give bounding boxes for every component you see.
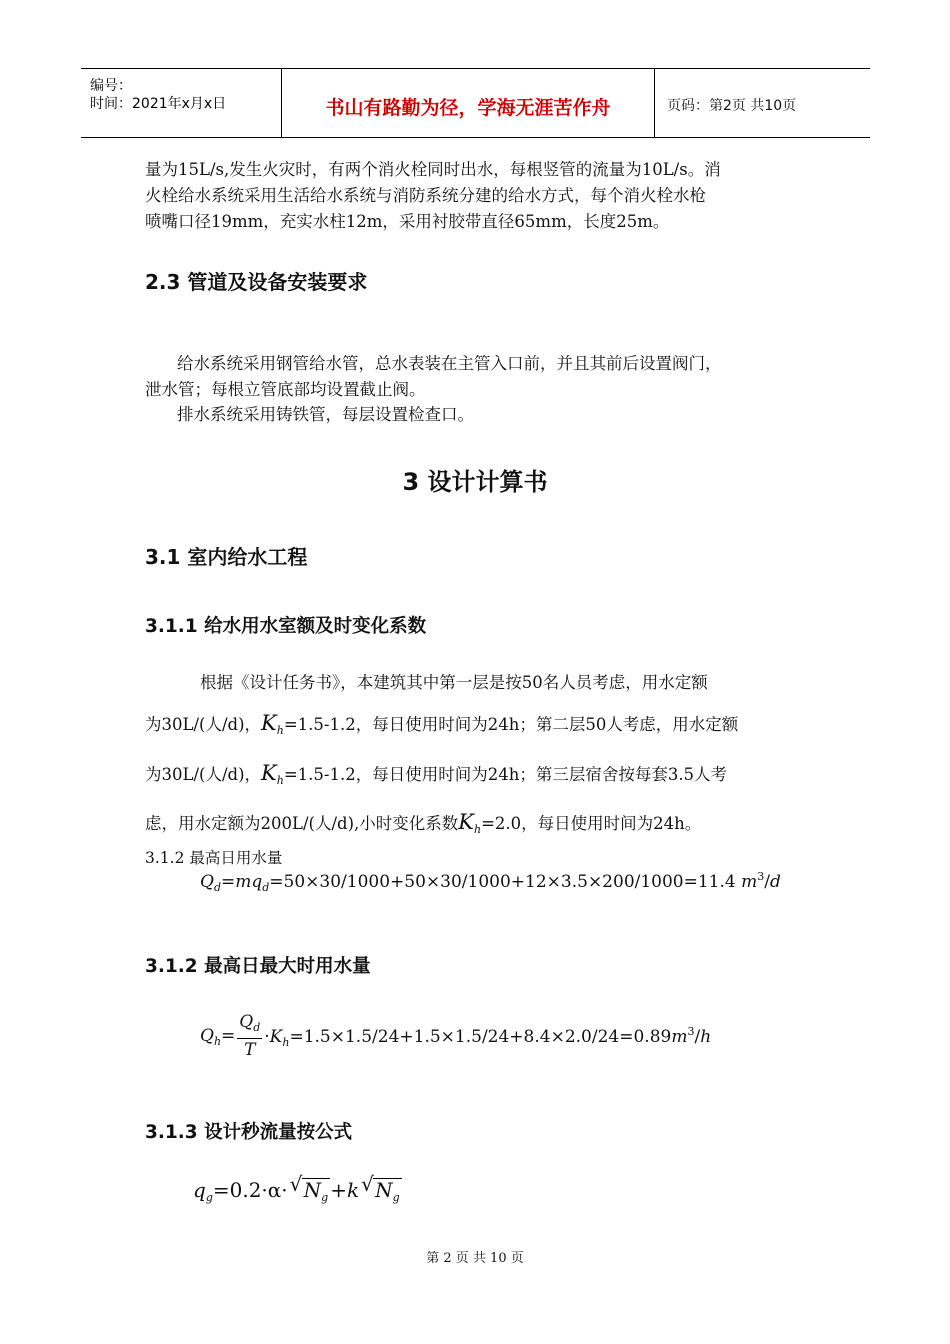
chapter-3-heading: 3 设计计算书 <box>402 468 548 496</box>
header-motto-cell <box>282 69 655 137</box>
kh-symbol <box>458 810 482 836</box>
section-3-1-1-line3 <box>145 760 727 794</box>
document-time-label: 时间：2021年x月x日 <box>90 96 227 112</box>
intro-line-1: 量为15L/s,发生火灾时，有两个消火栓同时出水，每根竖管的流量为10L/s。消 <box>145 160 721 179</box>
line3-suffix: =1.5-1.2，每日使用时间为24h；第三层宿舍按每套3.5人考 <box>283 765 728 784</box>
section-3-1-1-heading: 3.1.1 给水用水室额及时变化系数 <box>145 616 427 637</box>
formula-qd-rhs: =50×30/1000+50×30/1000+12×3.5×200/1000=11.4 <box>269 872 736 892</box>
kh-symbol <box>261 761 284 787</box>
kh-h: h <box>276 774 284 787</box>
kh-h: h <box>473 823 482 836</box>
formula-qg: $q_g=0.2\cdot\alpha\cdot$ √ $N_g +k$ √ $N_g$ <box>193 1178 402 1209</box>
line3-prefix: 为30L/(人/d)， <box>145 765 262 784</box>
document-number-label: 编号： <box>90 78 132 94</box>
kh-symbol <box>261 711 284 737</box>
line2-suffix: =1.5-1.2，每日使用时间为24h；第二层50人考虑，用水定额 <box>283 715 739 734</box>
header-motto: 书山有路勤为径，学海无涯苦作舟 <box>325 97 611 119</box>
line4-prefix: 虑，用水定额为200L/(人/d),小时变化系数 <box>145 814 459 833</box>
header-meta-cell <box>81 69 282 137</box>
page-footer: 第 2 页 共 10 页 <box>426 1251 524 1266</box>
section-2-3-heading: 2.3 管道及设备安装要求 <box>145 270 368 294</box>
header-page-code: 页码：第2页 共10页 <box>667 98 797 114</box>
header-page-cell <box>655 69 870 137</box>
section-2-3-para2: 排水系统采用铸铁管，每层设置检查口。 <box>177 405 474 424</box>
formula-qh-rhs: =1.5×1.5/24+1.5×1.5/24+8.4×2.0/24=0.89 <box>289 1026 672 1047</box>
intro-line-2: 火栓给水系统采用生活给水系统与消防系统分建的给水方式，每个消火栓水枪 <box>145 186 706 205</box>
section-3-1-heading: 3.1 室内给水工程 <box>145 545 308 569</box>
kh-k: K <box>261 711 277 735</box>
kh-k: K <box>261 761 277 785</box>
section-2-3-para1-line2: 泄水管；每根立管底部均设置截止阀。 <box>145 380 426 399</box>
section-3-1-1-line1: 根据《设计任务书》，本建筑其中第一层是按50名人员考虑，用水定额 <box>200 673 708 692</box>
section-3-1-1-line4 <box>145 809 701 843</box>
intro-line-3: 喷嘴口径19mm，充实水柱12m，采用衬胶带直径65mm，长度25m。 <box>145 212 670 231</box>
max-daily-subheading: 3.1.2 最高日用水量 <box>145 849 283 867</box>
section-3-1-2-heading: 3.1.2 最高日最大时用水量 <box>145 956 371 977</box>
section-3-1-1-line2 <box>145 710 738 744</box>
section-2-3-para1-line1: 给水系统采用钢管给水管，总水表装在主管入口前，并且其前后设置阀门， <box>177 354 722 373</box>
line2-prefix: 为30L/(人/d)， <box>145 715 262 734</box>
formula-qg-coef: =0.2·α· <box>212 1178 288 1202</box>
kh-h: h <box>276 724 284 737</box>
section-3-1-3-heading: 3.1.3 设计秒流量按公式 <box>145 1122 353 1143</box>
formula-qd: $Q_d=mq_d=50\times 30/1000+50\times 30/1000+12\times 3.5\times 200/1000=11.4$ $m^3/d$ <box>200 870 781 894</box>
kh-k: K <box>458 810 474 834</box>
formula-qh: $Q_h=$ $\frac{Q_d}{T}$ $\cdot K_h=1.5\times 1.5/24+1.5\times 1.5/24+8.4\times 2.0/24=0.89m^3/h$ <box>200 1012 712 1060</box>
line4-suffix: =2.0，每日使用时间为24h。 <box>481 814 702 833</box>
page-header <box>81 68 870 138</box>
